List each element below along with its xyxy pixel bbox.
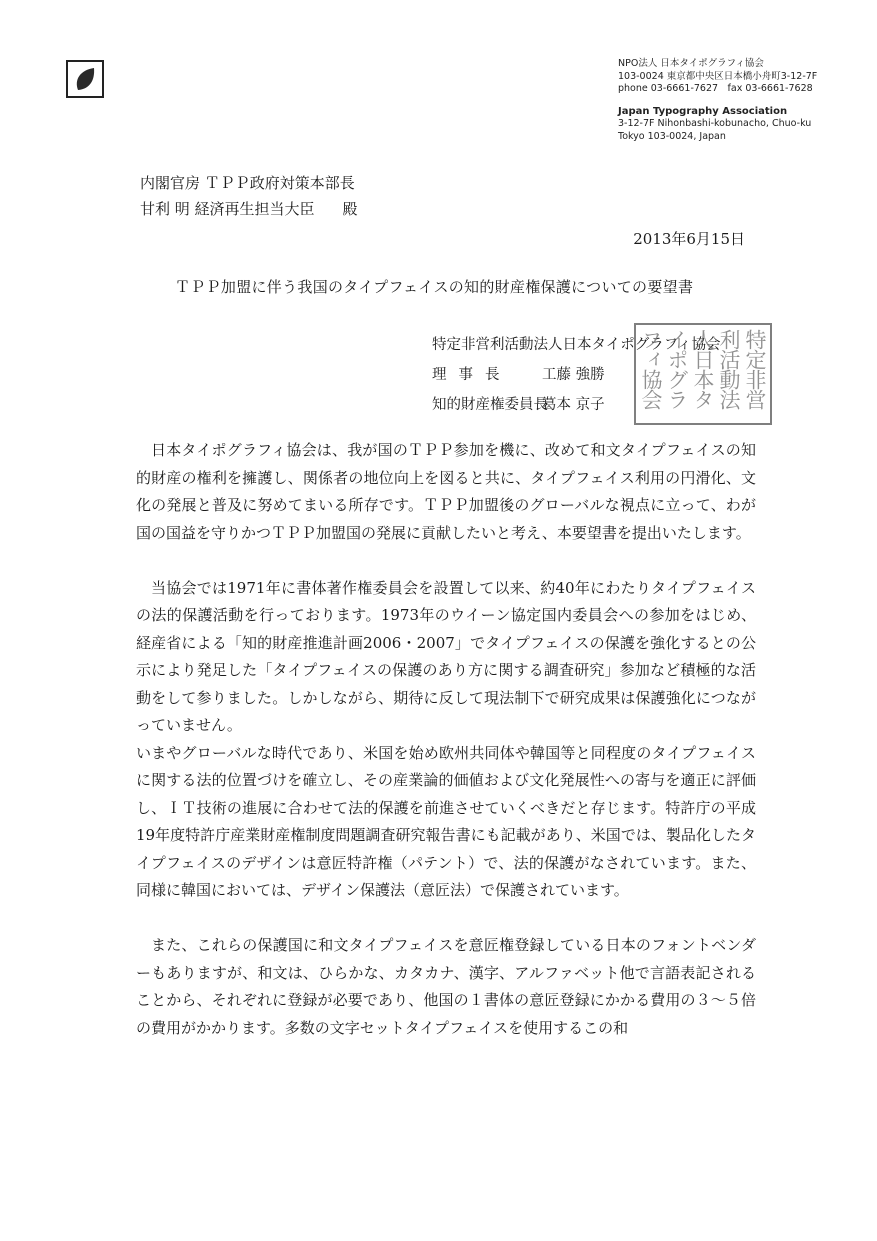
seal-column: イポグラ: [665, 329, 689, 409]
addressee-block: [140, 170, 358, 222]
body-paragraph-3: いまやグローバルな時代であり、米国を始め欧州共同体や韓国等と同程度のタイプフェイスに関する法的位置づけを確立し、その産業論的価値および文化発展性への寄与を適正に評価し、ＩＴ技術の進展に合わせて法的保護を前進させていくべきだと存じます。特許庁の平成19年度特許庁産業財産権制度問題調査研究報告書にも記載があり、米国では、製品化したタイプフェイスのデザインは意匠特許権（パテント）で、法的保護がなされています。また、同様に韓国においては、デザイン保護法（意匠法）で保護されています。: [136, 743, 756, 899]
org-name-ja: NPO法人 日本タイポグラフィ協会: [618, 58, 764, 69]
signatory-chair-name: 工藤 強勝: [542, 367, 605, 383]
seal-column: 特定非営: [743, 329, 767, 409]
body-paragraph-1: 日本タイポグラフィ協会は、我が国のＴＰＰ参加を機に、改めて和文タイプフェイスの知的財産の権利を擁護し、関係者の地位向上を図ると共に、タイプフェイス利用の円滑化、文化の発展と普及に努めてまいる所存です。ＴＰＰ加盟後のグローバルな視点に立って、わが国の国益を守りかつＴＰＰ加盟国の発展に貢献したいと考え、本要望書を提出いたします。: [136, 441, 756, 542]
seal-column: 利活動法: [717, 329, 741, 409]
addressee-minister: 甘利 明 経済再生担当大臣: [140, 200, 315, 218]
signatory-ip-name: 葛本 京子: [542, 397, 605, 413]
org-phone-fax: phone 03-6661-7627 fax 03-6661-7628: [618, 83, 813, 94]
body-paragraph-2: 当協会では1971年に書体著作権委員会を設置して以来、約40年にわたりタイプフェイスの法的保護活動を行っております。1973年のウイーン協定国内委員会への参加をはじめ、経産省による「知的財産推進計画2006・2007」でタイプフェイスの保護を強化するとの公示により発足した「タイプフェイスの保護のあり方に関する調査研究」参加など積極的な活動をして参りました。しかしながら、期待に反して現法制下で研究成果は保護強化につながっていません。: [136, 578, 756, 734]
signatory-ip-role: 知的財産権委員長: [432, 397, 548, 413]
letterhead-org-info: [618, 58, 858, 143]
letter-body: [136, 437, 756, 1042]
seal-column: フィ協会: [639, 329, 663, 409]
body-paragraph-4: また、これらの保護国に和文タイプフェイスを意匠権登録している日本のフォントベンダーもありますが、和文は、ひらかな、カタカナ、漢字、アルファベット他で言語表記されることから、それぞれに登録が必要であり、他国の１書体の意匠登録にかかる費用の３～５倍の費用がかかります。多数の文字セットタイプフェイスを使用するこの和: [136, 936, 756, 1037]
org-address-en-1: 3-12-7F Nihonbashi-kobunacho, Chuo-ku: [618, 118, 812, 129]
org-name-en: Japan Typography Association: [618, 105, 788, 117]
signatory-chair-role: 理事長: [432, 367, 512, 383]
addressee-line-2: [140, 196, 358, 222]
document-date: 2013年6月15日: [633, 230, 745, 248]
signatory-org: 特定非営利活動法人日本タイポグラフィ協会: [432, 337, 721, 353]
official-seal-stamp: [634, 323, 772, 425]
org-address-ja: 103-0024 東京都中央区日本橋小舟町3-12-7F: [618, 70, 818, 82]
org-address-en-2: Tokyo 103-0024, Japan: [618, 130, 726, 142]
addressee-honorific: 殿: [342, 200, 358, 218]
document-title: ＴＰＰ加盟に伴う我国のタイプフェイスの知的財産権保護についての要望書: [175, 278, 694, 296]
leaf-logo-icon: [66, 60, 104, 98]
seal-column: 人日本タ: [691, 329, 715, 409]
addressee-line-1: 内閣官房 ＴＰＰ政府対策本部長: [140, 174, 355, 192]
